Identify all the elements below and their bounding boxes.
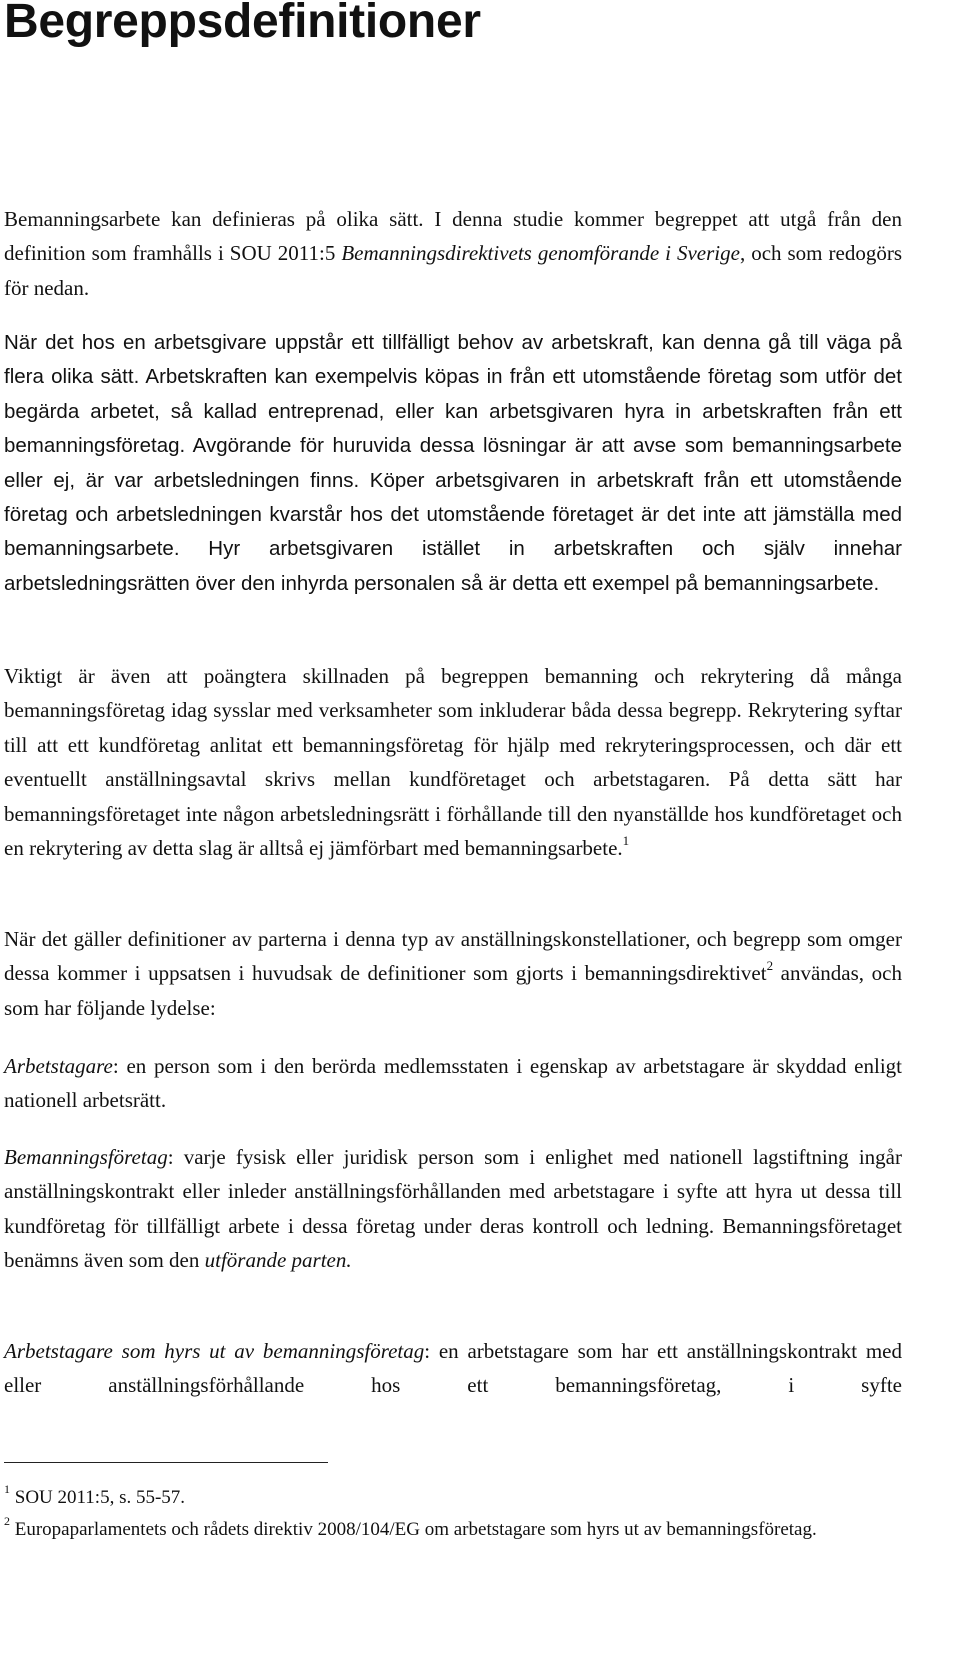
footnote-1: $^1$ SOU 2011:5, s. 55-57. (4, 1481, 186, 1508)
definition-uthyrd-arbetstagare: Arbetstagare som hyrs ut av bemanningsföretag: en arbetstagare som har ett anställningskontrakt med eller anställningsförhållande hos ett bemanningsföretag, i syfte (4, 1339, 902, 1398)
definition-bemanningsforetag: Bemanningsföretag: varje fysisk eller juridisk person som i enlighet med nationell lagstiftning ingår anställningskontrakt eller inleder anställningsförhållanden med arbetstagare i syfte att hyra ut dessa till kundföretag för tillfälligt arbete i dessa företag under deras kontroll och ledning. Bemanningsföretaget benämns även som den utförande parten. (4, 1145, 902, 1273)
page-title: Begreppsdefinitioner (4, 0, 481, 48)
footnote-2: $^2$ Europaparlamentets och rådets direktiv 2008/104/EG om arbetstagare som hyrs ut av bemanningsföretag. (4, 1513, 817, 1540)
body-paragraph-staffing: När det hos en arbetsgivare uppstår ett tillfälligt behov av arbetskraft, kan denna gå till väga på flera olika sätt. Arbetskraften kan exempelvis köpas in från ett utomstående företag som utför det begärda arbetet, så kallad entreprenad, eller kan arbetsgivaren hyra in arbetskraften från ett bemanningsföretag. Avgörande för huruvida dessa lösningar är att avse som bemanningsarbete eller ej, är var arbetsledningen finns. Köper arbetsgivaren in arbetskraft från ett utomstående företag och arbetsledningen kvarstår hos det utomstående företaget är det inte att jämställa med bemanningsarbete. Hyr arbetsgivaren istället in arbetskraften och själv innehar arbetsledningsrätten över den inhyrda personalen så är detta ett exempel på bemanningsarbete. (4, 331, 902, 595)
intro-text: Bemanningsarbete kan definieras på olika sätt. I denna studie kommer begreppet att utgå från den definition som framhålls i SOU 2011:5 (4, 207, 902, 266)
footnote-number: 2 (4, 1513, 10, 1528)
body-paragraph-recruitment: Viktigt är även att poängtera skillnaden på begreppen bemanning och rekrytering då många bemanningsföretag idag sysslar med verksamheter som inkluderar båda dessa begrepp. Rekrytering syftar till att ett kundföretag anlitat ett bemanningsföretag för hjälp med rekryteringsprocessen, och där ett eventuellt anställningsavtal skrivs mellan kundföretaget och arbetstagaren. På detta sätt har bemanningsföretaget inte någon arbetsledningsrätt i förhållande till den nyanställde hos kundföretaget och en rekrytering av detta slag är alltså ej jämförbart med bemanningsarbete.$^1$ (4, 664, 902, 861)
footnote-number: 1 (4, 1481, 10, 1496)
intro-text-end: , och som redogörs för nedan. (4, 241, 902, 300)
definition-term: Arbetstagare som hyrs ut av bemanningsföretag (4, 1339, 425, 1363)
footnote-divider (4, 1462, 328, 1463)
report-title: Bemanningsdirektivets genomförande i Sverige (341, 241, 740, 266)
footnote-ref-1[interactable]: 1 (622, 833, 630, 849)
intro-paragraph (4, 202, 902, 305)
definition-term: Bemanningsföretag (4, 1145, 168, 1169)
definition-arbetstagare: Arbetstagare: en person som i den berörda medlemsstaten i egenskap av arbetstagare är skyddad enligt nationell arbetsrätt. (4, 1054, 902, 1113)
footnote-ref-2[interactable]: 2 (766, 958, 774, 974)
body-paragraph-definitions: När det gäller definitioner av parterna i denna typ av anställningskonstellationer, och begrepp som omger dessa kommer i uppsatsen i huvudsak de definitioner som gjorts i bemanningsdirektivet$^2$ användas, och som har följande lydelse: (4, 927, 902, 1020)
definition-term: Arbetstagare (4, 1054, 113, 1078)
